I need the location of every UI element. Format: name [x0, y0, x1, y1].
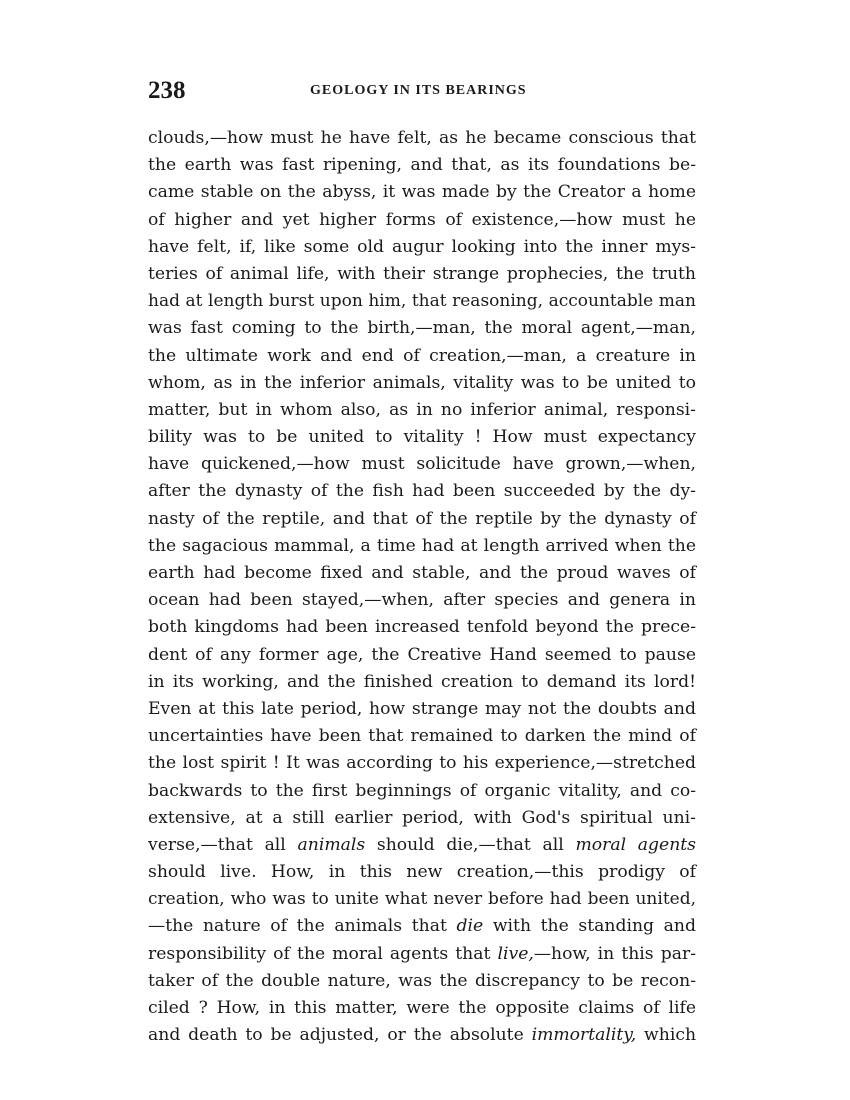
text-line [148, 995, 696, 1022]
text-line [148, 506, 696, 533]
text-segment: whom, as in the inferior animals, vitality was to be united to [148, 372, 696, 393]
text-line [148, 560, 696, 587]
page-number: 238 [148, 77, 186, 104]
text-segment: should live. How, in this new creation,—this prodigy of [148, 862, 696, 883]
text-segment: taker of the double nature, was the discrepancy to be recon- [148, 970, 696, 991]
italic-text: immortality, [531, 1025, 637, 1046]
text-segment: had at length burst upon him, that reasoning, accountable man [148, 291, 696, 312]
text-line [148, 424, 696, 451]
text-segment: was fast coming to the birth,—man, the moral agent,—man, [148, 318, 696, 339]
text-segment: teries of animal life, with their strange prophecies, the truth [148, 263, 696, 284]
text-line [148, 533, 696, 560]
text-segment: after the dynasty of the fish had been succeeded by the dy- [148, 481, 696, 502]
text-segment: nasty of the reptile, and that of the reptile by the dynasty of [148, 508, 696, 529]
text-line [148, 886, 696, 913]
text-segment: —the nature of the animals that [148, 916, 457, 937]
text-segment: the earth was fast ripening, and that, as its foundations be- [148, 155, 696, 176]
text-line [148, 913, 696, 940]
text-line [148, 778, 696, 805]
text-segment: the sagacious mammal, a time had at length arrived when the [148, 535, 696, 556]
text-line [148, 207, 696, 234]
text-segment: creation, who was to unite what never before had been united, [148, 889, 696, 910]
text-segment: responsibility of the moral agents that [148, 943, 498, 964]
text-segment: earth had become fixed and stable, and the proud waves of [148, 563, 696, 583]
text-line [148, 1022, 696, 1049]
text-line [148, 696, 696, 723]
text-line [148, 234, 696, 261]
text-line [148, 669, 696, 696]
text-line [148, 614, 696, 641]
text-line [148, 723, 696, 750]
text-segment: dent of any former age, the Creative Hand seemed to pause [148, 644, 696, 665]
text-segment: ciled ? How, in this matter, were the opposite claims of life [148, 998, 696, 1018]
text-line [148, 750, 696, 777]
text-segment: have quickened,—how must solicitude have grown,—when, [148, 454, 696, 475]
text-segment: both kingdoms had been increased tenfold beyond the prece- [148, 617, 696, 638]
text-segment: —how, in this par- [533, 943, 697, 964]
text-segment: uncertainties have been that remained to darken the mind of [148, 726, 696, 747]
text-segment: backwards to the first beginnings of organic vitality, and co- [148, 780, 696, 801]
running-header [148, 76, 696, 108]
text-line [148, 179, 696, 206]
text-segment: verse,—that all [148, 834, 298, 855]
running-head-title: GEOLOGY IN ITS BEARINGS [310, 83, 527, 98]
body-text [148, 125, 708, 1049]
text-line [148, 451, 696, 478]
text-line [148, 478, 696, 505]
text-segment: the ultimate work and end of creation,—man, a creature in [148, 345, 696, 366]
text-segment: ocean had been stayed,—when, after species and genera in [148, 590, 696, 611]
text-line [148, 125, 696, 152]
text-line [148, 370, 696, 397]
text-line [148, 343, 696, 370]
italic-text: moral agents [575, 834, 696, 855]
text-segment: bility was to be united to vitality ! How must expectancy [148, 427, 696, 448]
italic-text: animals [297, 834, 366, 855]
text-segment: which [636, 1025, 697, 1046]
text-segment: have felt, if, like some old augur looking into the inner mys- [148, 236, 696, 257]
text-segment: the lost spirit ! It was according to his experience,—stretched [148, 753, 696, 774]
text-segment: and death to be adjusted, or the absolute [148, 1025, 532, 1046]
text-line [148, 152, 696, 179]
text-segment: in its working, and the finished creation to demand its lord! [148, 671, 696, 692]
italic-text: die [456, 916, 484, 937]
text-line [148, 968, 696, 995]
text-segment: with the standing and [483, 916, 697, 937]
italic-text: live, [497, 943, 534, 964]
text-segment: came stable on the abyss, it was made by the Creator a home [148, 182, 696, 203]
text-segment: Even at this late period, how strange may not the doubts and [148, 698, 696, 719]
text-segment: matter, but in whom also, as in no inferior animal, responsi- [148, 399, 696, 420]
text-line [148, 832, 696, 859]
text-line [148, 859, 696, 886]
text-segment: of higher and yet higher forms of existence,—how must he [148, 209, 696, 230]
text-line [148, 261, 696, 288]
text-line [148, 288, 696, 315]
text-line [148, 805, 696, 832]
text-segment: should die,—that all [365, 834, 576, 855]
text-segment: clouds,—how must he have felt, as he became conscious that [148, 128, 696, 148]
text-line [148, 315, 696, 342]
text-line [148, 941, 696, 968]
text-line [148, 642, 696, 669]
text-line [148, 397, 696, 424]
text-segment: extensive, at a still earlier period, with God's spiritual uni- [148, 807, 696, 828]
text-line [148, 587, 696, 614]
